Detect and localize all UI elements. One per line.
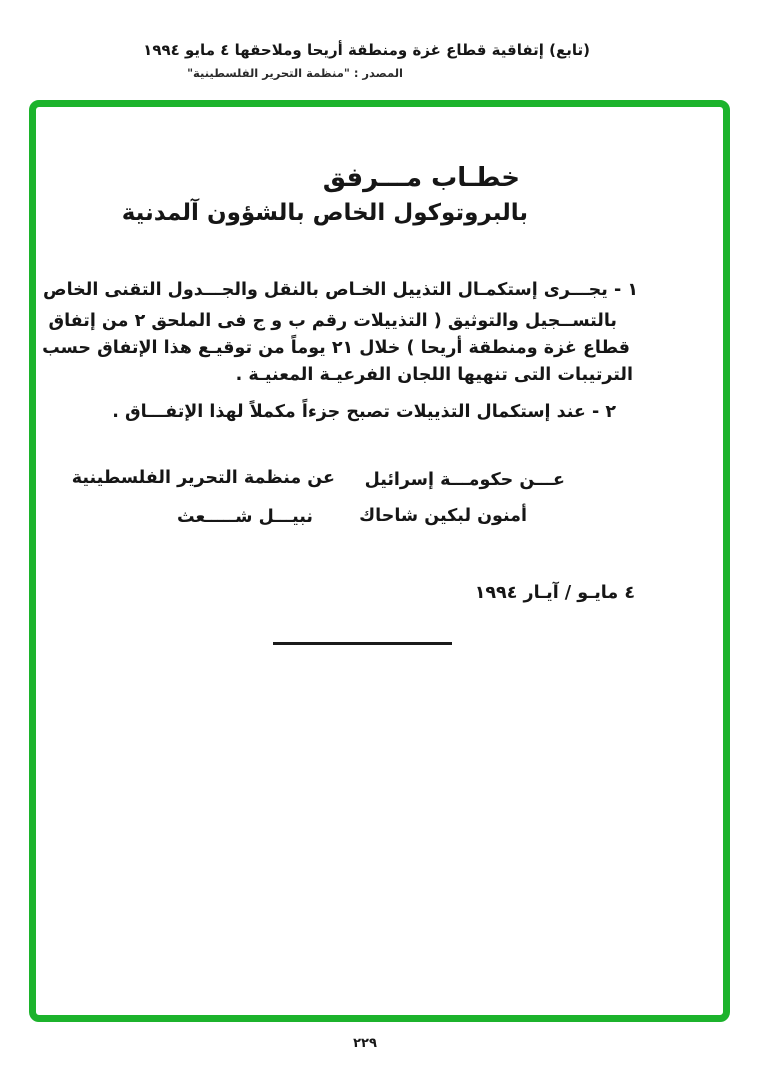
- signature-israel-party: عـــن حكومـــة إسرائيل: [364, 470, 565, 490]
- clause-1-line-4: الترتيبات التى تنهيها اللجان الفرعيـة المعنيـة .: [235, 365, 633, 385]
- date-line: ٤ مايـو / آيـار ١٩٩٤: [474, 583, 635, 603]
- clause-1-line-3: قطاع غزة ومنطقة أريحا ) خلال ٢١ يوماً من توقيـع هذا الإتفاق حسب: [42, 338, 630, 358]
- clause-1-line-1: ١ - يجـــرى إستكمـال التذييل الخـاص بالنقل والجـــدول التقنى الخاص: [43, 280, 638, 300]
- divider-line: [273, 642, 452, 645]
- protocol-subtitle: بالبروتوكول الخاص بالشؤون آلمدنية: [121, 200, 528, 226]
- clause-2: ٢ - عند إستكمال التذييلات تصبح جزءاً مكملاً لهذا الإتفـــاق .: [112, 402, 616, 422]
- header-continuation-line: (تابع) إتفاقية قطاع غزة ومنطقة أريحا وملاحقها ٤ مايو ١٩٩٤: [143, 41, 590, 59]
- header-source-line: المصدر : "منظمة التحرير الفلسطينية": [187, 66, 403, 80]
- clause-1-line-2: بالتســجيل والتوثيق ( التذييلات رقم ب و ج فى الملحق ٢ من إتفاق: [48, 311, 617, 331]
- signature-plo-party: عن منظمة التحرير الفلسطينية: [71, 468, 335, 488]
- letter-title: خطـاب مـــرفق: [322, 163, 520, 193]
- page-number: ٢٢٩: [353, 1036, 377, 1051]
- signature-israel-name: أمنون لبكين شاحاك: [359, 506, 527, 526]
- green-page-frame: [29, 100, 730, 1022]
- signature-plo-name: نبيـــل شـــــعث: [176, 507, 313, 527]
